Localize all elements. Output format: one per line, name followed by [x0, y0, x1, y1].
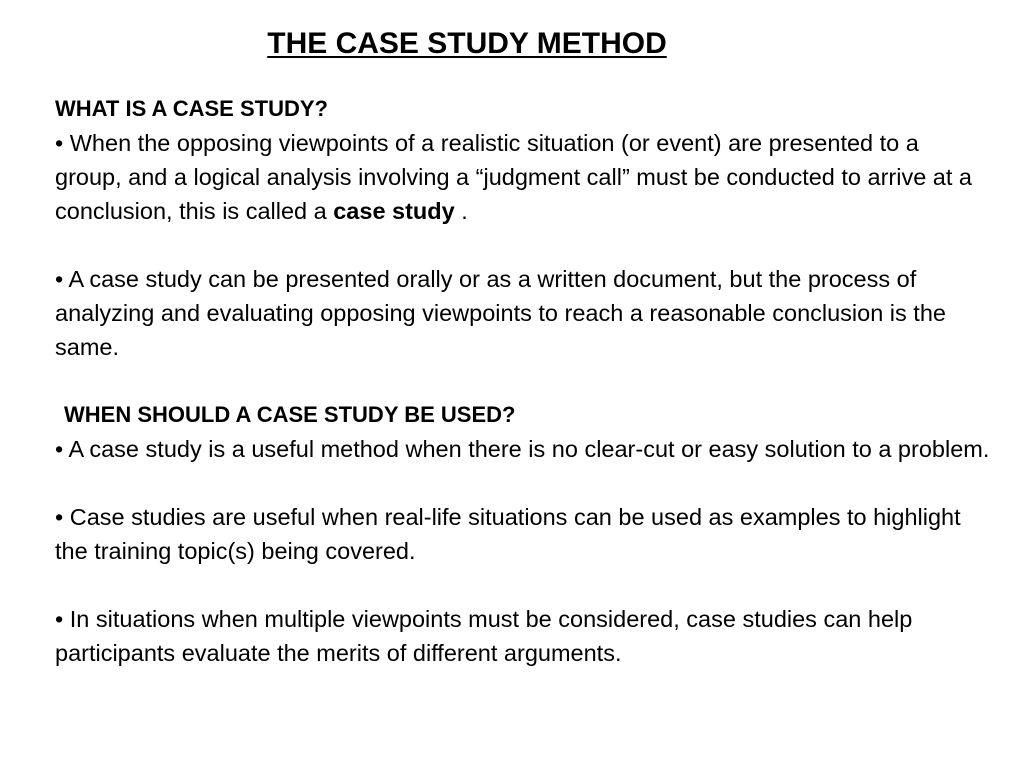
spacer [55, 364, 990, 398]
bullet-no-clear-solution: • A case study is a useful method when there is no clear-cut or easy solution to a problem. [55, 436, 990, 462]
slide-title: THE CASE STUDY METHOD [267, 27, 667, 60]
bullet-real-life: • Case studies are useful when real-life situations can be used as examples to highlight the training topic(s) being covered. [55, 504, 961, 564]
bullet-definition-text: • When the opposing viewpoints of a realistic situation (or event) are presented to a group, and a logical analysis involving a “judgment call” must be conducted to arrive at a conclusion, this is called a [55, 130, 973, 224]
bullet-definition-suffix: . [454, 198, 468, 224]
spacer [55, 466, 990, 500]
case-study-emphasis: case study [333, 198, 455, 224]
spacer [55, 568, 990, 602]
bullet-definition [55, 126, 990, 228]
bullet-multiple-viewpoints: • In situations when multiple viewpoints must be considered, case studies can help participants evaluate the merits of different arguments. [55, 606, 913, 666]
section-heading-when-used: WHEN SHOULD A CASE STUDY BE USED? [64, 402, 516, 427]
bullet-presentation: • A case study can be presented orally or as a written document, but the process of analyzing and evaluating opposing viewpoints to reach a reasonable conclusion is the same. [55, 266, 946, 360]
section-heading-what-is: WHAT IS A CASE STUDY? [55, 96, 328, 121]
spacer [55, 228, 990, 262]
slide-body [55, 92, 990, 670]
